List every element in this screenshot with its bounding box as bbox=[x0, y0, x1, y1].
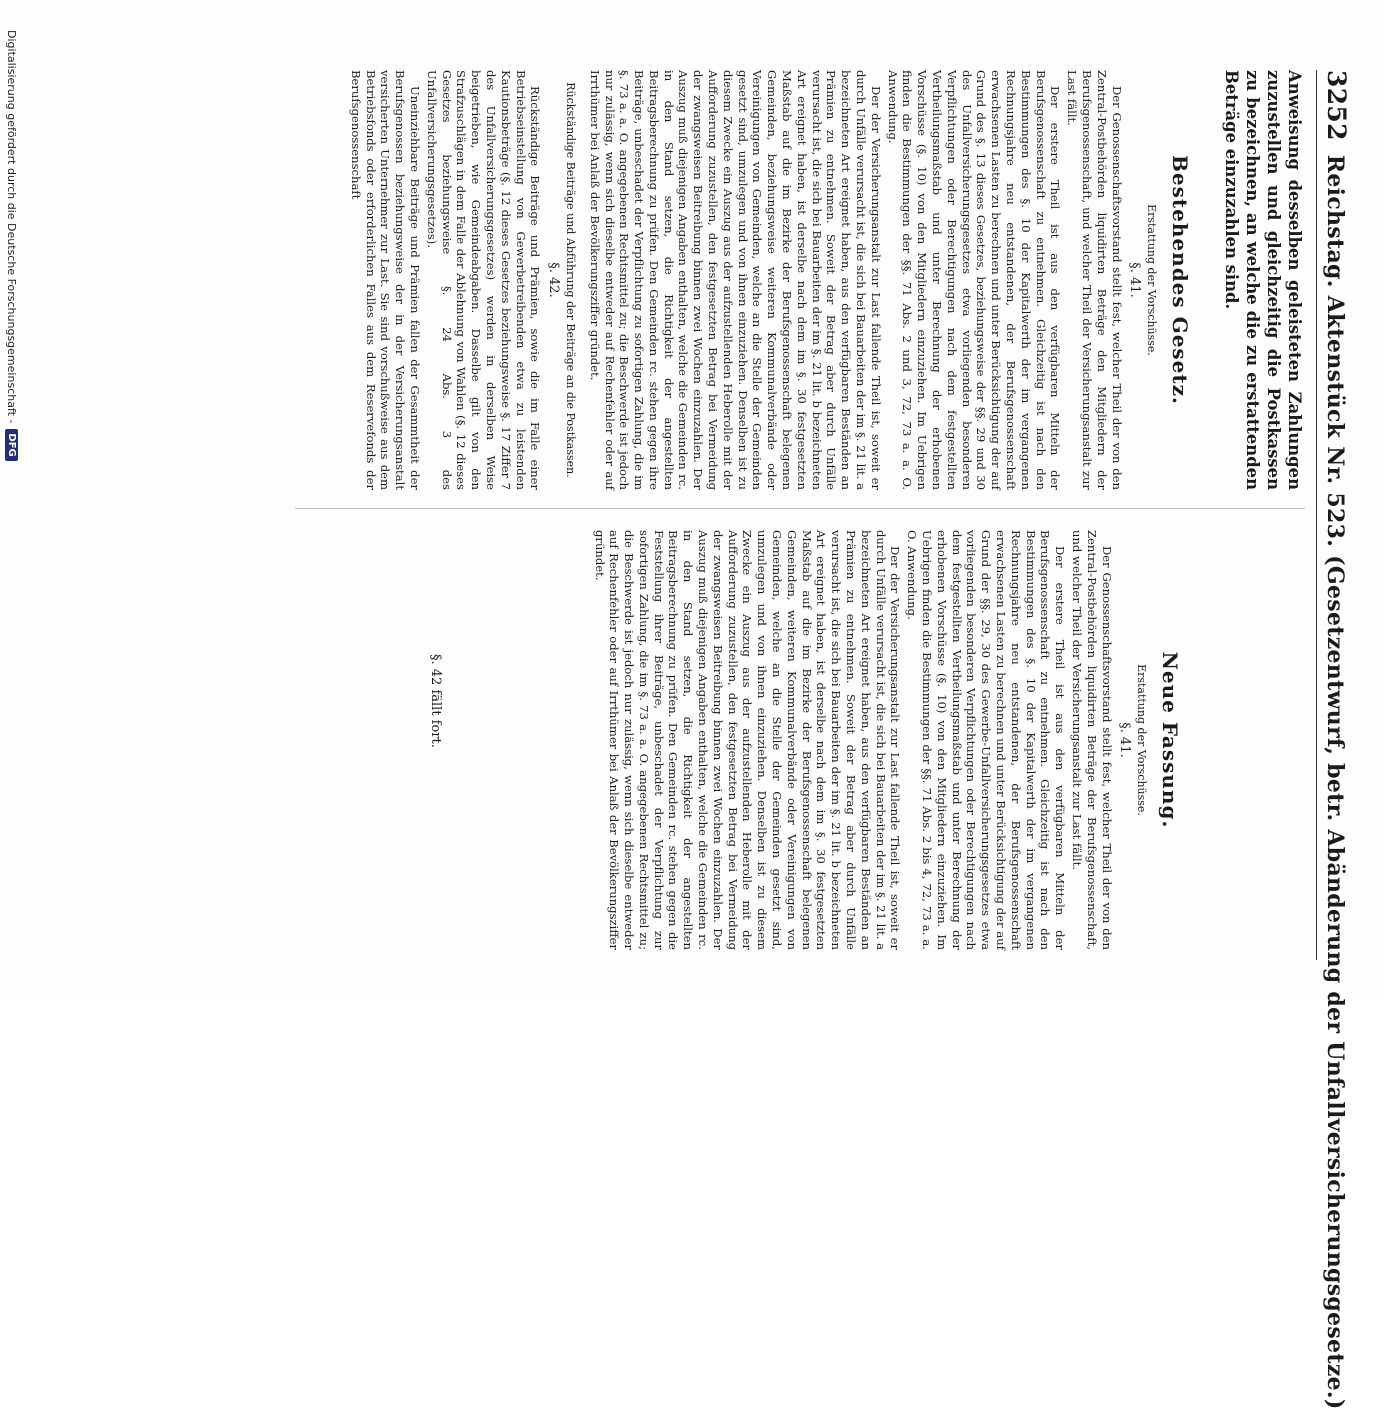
header-title: Reichstag. Aktenstück Nr. 523. (Gesetzentwurf, betr. Abänderung der Unfallversicherungsgesetze.) bbox=[1322, 154, 1348, 1410]
left-paragraph: Der der Versicherungsanstalt zur Last fallende Theil ist, soweit er durch Unfälle verursacht ist, die sich bei Bauarbeiten der im §. 21 lit. a bezeichneten Art ereignet haben, aus den verfügbaren Beständen an Prämien zu entnehmen. Soweit der Betrag aber durch Unfälle verursacht ist, die sich bei Bauarbeiten der im §. 21 lit. b bezeichneten Art ereignet haben, ist derselbe nach dem im §. 30 festgesetzten Maßstab auf die im Bezirke der Berufsgenossenschaft belegenen Gemeinden, beziehungsweise weiteren Kommunalverbände oder Vereinigungen von Gemeinden, welche an die Stelle der Gemeinden gesetzt sind, umzulegen und von ihnen einzuziehen. Denselben ist zu diesem Zwecke ein Auszug aus der aufzustellenden Heberolle mit der Aufforderung zuzustellen, den festgesetzten Betrag bei Vermeidung der zwangsweisen Beitreibung binnen zwei Wochen einzuzahlen. Der Auszug muß diejenigen Angaben enthalten, welche die Gemeinden rc. in den Stand setzen, die Richtigkeit der angestellten Beitragsberechnung zu prüfen. Den Gemeinden rc. stehen gegen ihre Beiträge, unbeschadet der Verpflichtung zu sofortigen Zahlung, die im §. 73 a. a. O. angegebenen Rechtsmittel zu; die Beschwerde ist jedoch nur zulässig, wenn sich dieselbe entweder auf Rechenfehler oder auf Irrthümer bei Anlaß der Bevölkerungsziffer gründet. bbox=[587, 70, 883, 490]
right-note: §. 42 fällt fort. bbox=[427, 654, 443, 748]
digitization-credit bbox=[3, 30, 21, 1000]
left-section: §. 41. bbox=[1127, 262, 1143, 298]
right-section: §. 41. bbox=[1117, 722, 1133, 758]
right-paragraph: Der Genossenschaftsvorstand stellt fest, welcher Theil der von den Zentral-Postbehörden liquidirten Beträge der Berufsgenossenschaft, und welcher Theil der Versicherungsanstalt zur Last fällt. bbox=[1070, 530, 1114, 950]
dfg-logo: DFG bbox=[6, 429, 19, 460]
right-paragraph: Der erstere Theil ist aus den verfügbaren Mitteln der Berufsgenossenschaft zu entnehmen. Gleichzeitig ist nach den Bestimmungen des §. 10 der Kapitalwerth der im vergangenen Rechnungsjahre neu entstandenen, der Berufsgenossenschaft erwachsenen Lasten zu berechnen und unter Berücksichtigung der auf Grund der §§. 29, 30 des Gewerbe-Unfallversicherungsgesetzes etwa vorliegenden besonderen Verpflichtungen oder Berechtigungen nach dem festgestellten Vertheilungsmaßstab und unter Berechnung der erhobenen Vorschüsse (§. 10) von den Mitgliedern einzuziehen. Im Uebrigen finden die Bestimmungen der §§. 71 Abs. 2 bis 4, 72, 73 a. a. O. Anwendung. bbox=[905, 530, 1068, 950]
right-paragraph: Der der Versicherungsanstalt zur Last fallende Theil ist, soweit er durch Unfälle verursacht ist, die sich bei Bauarbeiten der im §. 21 lit. a bezeichneten Art ereignet haben, aus den verfügbaren Beständen an Prämien zu entnehmen. Soweit der Betrag aber durch Unfälle verursacht ist, die sich bei Bauarbeiten der im §. 21 lit. b bezeichneten Art ereignet haben, ist derselbe nach dem im §. 30 festgesetzten Maßstab auf die im Bezirke der Berufsgenossenschaft belegenen Gemeinden, weiteren Kommunalverbände oder Vereinigungen von Gemeinden, welche an die Stelle der Gemeinden gesetzt sind, umzulegen und von ihnen einzuziehen. Denselben ist zu diesem Zwecke ein Auszug aus der aufzustellenden Heberolle mit der Aufforderung zuzustellen, den festgesetzten Betrag bei Vermeidung der zwangsweisen Beitreibung binnen zwei Wochen einzuzahlen. Der Auszug muß diejenigen Angaben enthalten, welche die Gemeinden rc. in den Stand setzen, die Richtigkeit der angestellten Beitragsberechnung zu prüfen. Den Gemeinden rc. stehen gegen die Feststellung ihrer Beiträge, unbeschadet der Verpflichtung zur sofortigen Zahlung, die im §. 73 a. a. O. angegebenen Rechtsmittel zu; die Beschwerde ist jedoch nur zulässig, wenn sich dieselbe entweder auf Rechenfehler oder auf Irrthümer bei Anlaß der Bevölkerungsziffer gründet. bbox=[592, 530, 903, 950]
left-caption-2: Rückständige Beiträge und Abführung der Beiträge an die Postkassen. bbox=[563, 82, 577, 478]
left-section-2: §. 42. bbox=[546, 262, 562, 298]
left-intro: Anweisung desselben geleisteten Zahlungen zuzustellen und gleichzeitig die Postkassen zu bezeichnen, an welche die zu erstattenden Beträge einzuzahlen sind. bbox=[1222, 70, 1304, 490]
page-header bbox=[1316, 70, 1351, 1410]
right-column bbox=[427, 530, 1305, 950]
left-paragraph: Der Genossenschaftsvorstand stellt fest, welcher Theil der von den Zentral-Postbehörden liquidirten Beträge den Mitgliedern der Berufsgenossenschaft, und welcher Theil der Versicherungsanstalt zur Last fällt. bbox=[1065, 70, 1124, 490]
left-caption: Erstattung der Vorschüsse. bbox=[1145, 204, 1159, 356]
credit-text: Digitalisierung gefördert durch die Deutsche Forschungsgemeinschaft - bbox=[5, 30, 19, 424]
left-paragraph: Uneinziehbare Beiträge und Prämien fallen der Gesammtheit der Berufsgenossen beziehungsweise der in der Versicherungsanstalt versicherten Unternehmer zur Last. Sie sind vorschußweise aus dem Betriebsfonds oder erforderlichen Falles aus dem Reservefonds der Berufsgenossenschaft bbox=[348, 70, 422, 490]
left-column bbox=[346, 70, 1305, 490]
left-paragraph: Der erstere Theil ist aus den verfügbaren Mitteln der Berufsgenossenschaft zu entnehmen. Gleichzeitig ist nach den Bestimmungen des §. 10 der Kapitalwerth der im vergangenen Rechnungsjahre neu entstandenen, der Berufsgenossenschaft erwachsenen Lasten zu berechnen und unter Berücksichtigung der auf Grund des §. 13 dieses Gesetzes, beziehungsweise der §§. 29 und 30 des Unfallversicherungsgesetzes etwa vorliegenden besonderen Verpflichtungen oder Berechtigungen nach dem festgestellten Vertheilungsmaßstab und unter Berechnung der erhobenen Vorschüsse (§. 10) von den Mitgliedern einzuziehen. Im Uebrigen finden die Bestimmungen der §§. 71 Abs. 2 und 3, 72, 73 a. a. O. Anwendung. bbox=[885, 70, 1063, 490]
page-number: 3252 bbox=[1322, 70, 1351, 141]
right-column-heading: Neue Fassung. bbox=[1158, 651, 1182, 829]
left-column-heading: Bestehendes Gesetz. bbox=[1168, 155, 1192, 405]
right-caption: Erstattung der Vorschüsse. bbox=[1135, 664, 1149, 816]
column-divider bbox=[295, 508, 1305, 509]
left-paragraph: Rückständige Beiträge und Prämien, sowie die im Falle einer Betriebseinstellung von Gewerbetreibenden etwa zu leistenden Kautionsbeträge (§. 12 dieses Gesetzes beziehungsweise §. 17 Ziffer 7 des Unfallversicherungsgesetzes) werden in derselben Weise beigetrieben, wie Gemeindeabgaben. Dasselbe gilt von den Strafzuschlägen in dem Falle der Ablehnung von Wahlen (§. 12 dieses Gesetzes beziehungsweise §. 24 Abs. 3 des Unfallversicherungsgesetzes). bbox=[424, 70, 543, 490]
